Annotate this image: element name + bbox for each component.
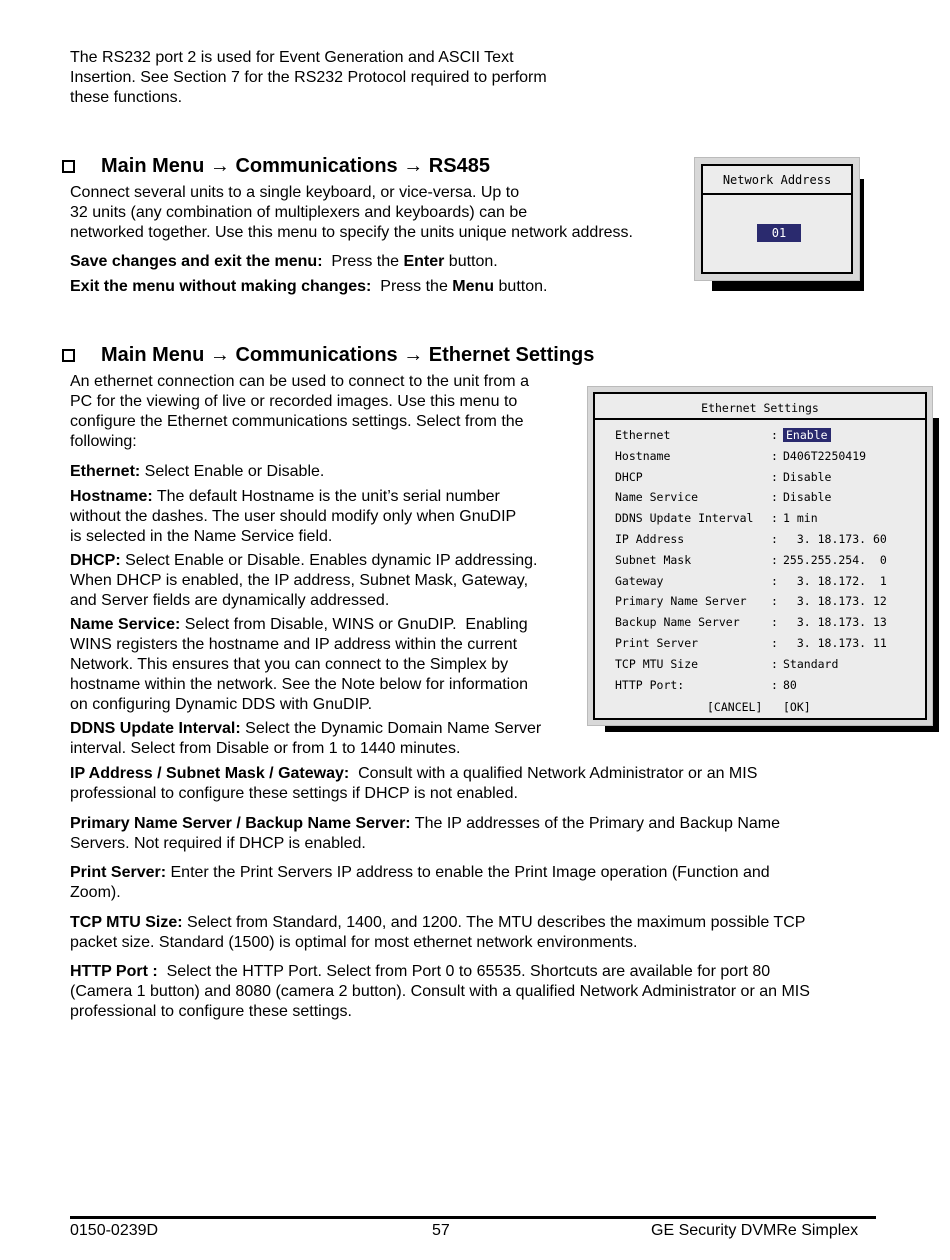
setting-separator: : <box>771 677 778 692</box>
item-label: Name Service: <box>70 616 181 633</box>
setting-label: IP Address <box>615 532 685 546</box>
save-text: Press the <box>322 253 404 270</box>
setting-label: Print Server <box>615 636 699 650</box>
setting-label: DDNS Update Interval <box>615 511 754 526</box>
item-text: Zoom). <box>70 884 121 901</box>
save-text-post: button. <box>444 253 498 270</box>
setting-label: HTTP Port: <box>615 677 685 692</box>
item-text: Servers. Not required if DHCP is enabled. <box>70 835 366 852</box>
item-text: on configuring Dynamic DDS with GnuDIP. <box>70 696 373 713</box>
setting-value-text: Disable <box>783 469 832 484</box>
item-text: Select the HTTP Port. Select from Port 0 to 65535. Shortcuts are available for port 80 <box>157 963 771 980</box>
item-text: Select Enable or Disable. Enables dynamic IP addressing. <box>120 552 538 569</box>
item-label: HTTP Port : <box>70 963 158 980</box>
setting-separator: : <box>771 428 778 442</box>
ethernet-intro-line: PC for the viewing of live or recorded images. Use this menu to <box>70 393 518 410</box>
network-address-title: Network Address <box>722 173 832 187</box>
item-mtu <box>70 913 805 953</box>
setting-value[interactable] <box>783 594 887 608</box>
item-ip <box>70 764 757 804</box>
item-dhcp <box>70 551 538 611</box>
setting-separator: : <box>771 552 778 567</box>
setting-separator: : <box>771 573 778 588</box>
item-label: DDNS Update Interval: <box>70 720 241 737</box>
item-text: Select the Dynamic Domain Name Server <box>240 720 542 737</box>
setting-value[interactable] <box>783 470 831 484</box>
item-text: without the dashes. The user should modify only when GnuDIP <box>70 508 517 525</box>
item-text: When DHCP is enabled, the IP address, Subnet Mask, Gateway, <box>70 572 529 589</box>
footer-doc-number: 0150-0239D <box>70 1222 159 1239</box>
rs485-paragraph <box>70 183 633 243</box>
item-label: Print Server: <box>70 864 167 881</box>
item-label: DHCP: <box>70 552 121 569</box>
panel-inner <box>701 164 853 274</box>
setting-value[interactable] <box>783 428 831 442</box>
setting-label: Gateway <box>615 573 664 588</box>
setting-value[interactable] <box>783 553 887 567</box>
item-text: hostname within the network. See the Note below for information <box>70 676 529 693</box>
item-text: (Camera 1 button) and 8080 (camera 2 button). Consult with a qualified Network Administrator or an MIS <box>70 983 810 1000</box>
item-label: Ethernet: <box>70 463 141 480</box>
setting-separator: : <box>771 636 778 650</box>
item-label: IP Address / Subnet Mask / Gateway: <box>70 765 350 782</box>
item-name-servers <box>70 814 780 854</box>
footer-page-number: 57 <box>432 1222 450 1239</box>
item-text: packet size. Standard (1500) is optimal for most ethernet network environments. <box>70 934 638 951</box>
ok-button[interactable]: [OK] <box>783 700 811 714</box>
intro-paragraph <box>70 48 547 108</box>
rs485-heading-text: Main Menu → Communications → RS485 <box>101 155 490 177</box>
exit-label: Exit the menu without making changes: <box>70 278 372 295</box>
setting-value-text: 3. 18.173. 12 <box>783 594 887 609</box>
setting-value[interactable] <box>783 615 887 629</box>
item-text: Select Enable or Disable. <box>140 463 325 480</box>
item-text: and Server fields are dynamically addressed. <box>70 592 390 609</box>
setting-value[interactable] <box>783 678 797 692</box>
exit-instruction <box>70 277 547 297</box>
item-text: Select from Standard, 1400, and 1200. The MTU describes the maximum possible TCP <box>182 914 806 931</box>
setting-value-text: 3. 18.173. 13 <box>783 615 887 630</box>
setting-value-text: 3. 18.173. 11 <box>783 636 887 650</box>
item-text: Enter the Print Servers IP address to enable the Print Image operation (Function and <box>166 864 770 881</box>
intro-line: these functions. <box>70 89 183 106</box>
intro-line: Insertion. See Section 7 for the RS232 Protocol required to perform <box>70 69 547 86</box>
rs485-line: networked together. Use this menu to specify the units unique network address. <box>70 224 633 241</box>
setting-value[interactable] <box>783 449 866 463</box>
item-text: professional to configure these settings. <box>70 1003 352 1020</box>
item-hostname <box>70 487 516 547</box>
item-text: Consult with a qualified Network Administrator or an MIS <box>349 765 758 782</box>
intro-line: The RS232 port 2 is used for Event Generation and ASCII Text <box>70 49 514 66</box>
setting-label: Backup Name Server <box>615 615 740 630</box>
setting-value[interactable] <box>783 657 838 671</box>
ethernet-settings-panel <box>587 386 941 734</box>
item-text: WINS registers the hostname and IP address within the current <box>70 636 518 653</box>
setting-separator: : <box>771 594 778 609</box>
setting-label: DHCP <box>615 469 643 484</box>
setting-separator: : <box>771 490 778 505</box>
setting-separator: : <box>771 532 778 546</box>
item-label: TCP MTU Size: <box>70 914 183 931</box>
setting-value-text: 255.255.254. 0 <box>783 552 887 567</box>
setting-separator: : <box>771 448 778 463</box>
item-label: Hostname: <box>70 488 153 505</box>
setting-value-text: D406T2250419 <box>783 448 867 463</box>
setting-value[interactable] <box>783 574 887 588</box>
setting-label: Name Service <box>615 490 699 505</box>
item-label: Primary Name Server / Backup Name Server: <box>70 815 411 832</box>
title-divider <box>703 193 851 195</box>
setting-separator: : <box>771 656 778 671</box>
checkbox-bullet-icon <box>62 349 75 362</box>
network-address-panel <box>694 157 866 293</box>
setting-value-text: 1 min <box>783 511 818 526</box>
exit-text-post: button. <box>494 278 548 295</box>
setting-value[interactable] <box>783 490 831 504</box>
setting-value[interactable] <box>783 511 818 525</box>
setting-label: Primary Name Server <box>615 594 747 609</box>
menu-button-name: Menu <box>452 278 495 295</box>
network-address-input[interactable]: 01 <box>757 224 801 242</box>
setting-separator: : <box>771 615 778 630</box>
footer-divider <box>70 1216 876 1219</box>
setting-label: Ethernet <box>615 428 671 442</box>
checkbox-bullet-icon <box>62 160 75 173</box>
item-text: The IP addresses of the Primary and Backup Name <box>410 815 781 832</box>
enter-button-name: Enter <box>403 253 445 270</box>
item-text: professional to configure these settings if DHCP is not enabled. <box>70 785 518 802</box>
ethernet-settings-title: Ethernet Settings <box>701 401 819 415</box>
item-text: Network. This ensures that you can connect to the Simplex by <box>70 656 509 673</box>
ethernet-intro-line: An ethernet connection can be used to connect to the unit from a <box>70 373 529 390</box>
setting-separator: : <box>771 511 778 526</box>
item-text: Select from Disable, WINS or GnuDIP. Enabling <box>180 616 528 633</box>
footer-product: GE Security DVMRe Simplex <box>651 1222 859 1239</box>
rs485-heading <box>62 154 490 178</box>
ethernet-intro <box>70 372 529 452</box>
cancel-button[interactable]: [CANCEL] <box>707 700 763 714</box>
setting-value-text: Standard <box>783 656 839 671</box>
setting-value[interactable] <box>783 532 887 546</box>
setting-value-text: 80 <box>783 677 797 692</box>
item-ethernet <box>70 462 324 482</box>
item-name-service <box>70 615 528 715</box>
item-text: interval. Select from Disable or from 1 to 1440 minutes. <box>70 740 461 757</box>
save-instruction <box>70 252 498 272</box>
setting-value-text: 3. 18.173. 60 <box>783 532 887 546</box>
title-divider <box>595 418 925 420</box>
item-http-port <box>70 962 810 1022</box>
setting-value-text: Enable <box>783 428 831 442</box>
setting-value-text: Disable <box>783 490 832 505</box>
rs485-line: Connect several units to a single keyboard, or vice-versa. Up to <box>70 184 520 201</box>
exit-text: Press the <box>371 278 453 295</box>
setting-label: Hostname <box>615 448 671 463</box>
rs485-line: 32 units (any combination of multiplexers and keyboards) can be <box>70 204 528 221</box>
ethernet-intro-line: configure the Ethernet communications settings. Select from the <box>70 413 524 430</box>
setting-value-text: 3. 18.172. 1 <box>783 573 887 588</box>
setting-label: TCP MTU Size <box>615 656 699 671</box>
setting-value[interactable] <box>783 636 887 650</box>
save-label: Save changes and exit the menu: <box>70 253 323 270</box>
ethernet-heading-text: Main Menu → Communications → Ethernet Settings <box>101 344 595 366</box>
panel-inner <box>593 392 927 720</box>
item-print-server <box>70 863 770 903</box>
item-text: is selected in the Name Service field. <box>70 528 333 545</box>
item-text: The default Hostname is the unit’s serial number <box>152 488 500 505</box>
ethernet-heading <box>62 343 594 367</box>
setting-label: Subnet Mask <box>615 552 692 567</box>
setting-separator: : <box>771 469 778 484</box>
item-ddns <box>70 719 541 759</box>
ethernet-intro-line: following: <box>70 433 137 450</box>
